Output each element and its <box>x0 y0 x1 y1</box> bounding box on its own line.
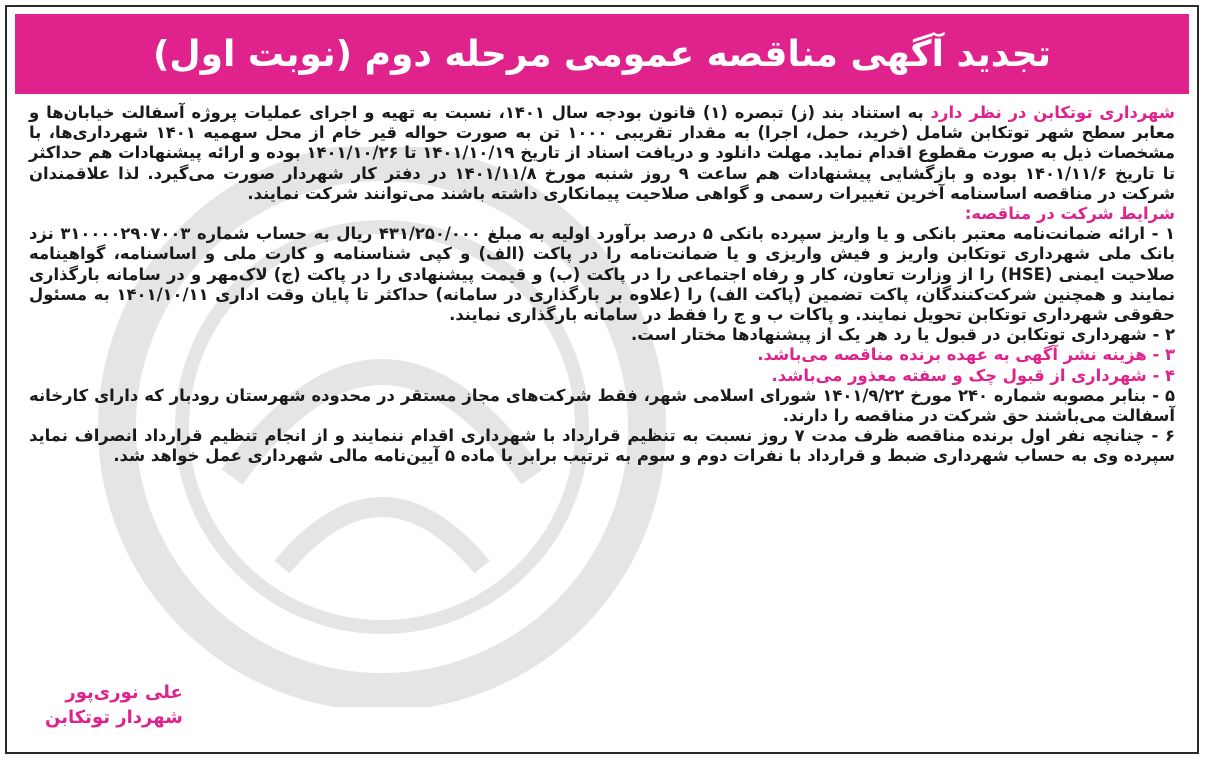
condition-item-4: ۴ - شهرداری از قبول چک و سفته معذور می‌باشد. <box>771 365 1175 385</box>
intro-paragraph <box>29 103 1175 204</box>
title-banner <box>15 14 1189 94</box>
notice-frame <box>5 5 1199 754</box>
intro-text: به استناد بند (ز) تبصره (۱) قانون بودجه سال ۱۴۰۱، نسبت به تهیه و اجرای عملیات پروژه آسفالت خیابان‌ها و معابر سطح شهر توتکابن شامل (خرید، حمل، اجرا) به مقدار تقریبی ۱۰۰۰ تن به صورت حواله قیر خام از محل سهمیه ۱۴۰۱ شهرداری‌ها، با مشخصات ذیل به صورت مقطوع اقدام نماید. مهلت دانلود و دریافت اسناد از تاریخ ۱۴۰۱/۱۰/۱۹ تا ۱۴۰۱/۱۰/۲۶ بوده و ارائه پیشنهادات هم حداکثر تا تاریخ ۱۴۰۱/۱۱/۶ بوده و بازگشایی پیشنهادات هم ساعت ۹ روز شنبه مورخ ۱۴۰۱/۱۱/۸ در دفتر کار شهردار صورت می‌گیرد. لذا علاقمندان شرکت در مناقصه اساسنامه آخرین تغییرات رسمی و گواهی صلاحیت پیمانکاری داشته باشند می‌توانند شرکت نمایند. <box>29 103 1176 203</box>
condition-item-2: ۲ - شهرداری توتکابن در قبول یا رد هر یک از پیشنهادها مختار است. <box>631 325 1175 345</box>
notice-title: تجدید آگهی مناقصه عمومی مرحله دوم (نوبت اول) <box>152 33 1052 75</box>
intro-lead: شهرداری توتکابن در نظر دارد <box>930 103 1175 122</box>
condition-item-1: ۱ - ارائه ضمانت‌نامه معتبر بانکی و یا واریز سپرده بانکی ۵ درصد برآورد اولیه به مبلغ ۴۳۱/۲۵۰/۰۰۰ ریال به حساب شماره ۳۱۰۰۰۰۲۹۰۷۰۰۳ نزد بانک ملی شهرداری توتکابن واریز و فیش واریزی و یا ضمانت‌نامه را در پاکت (الف) و کپی شناسنامه و کارت ملی و اساسنامه، گواهینامه صلاحیت ایمنی (HSE) را از وزارت تعاون، کار و رفاه اجتماعی را در پاکت (ب) و قیمت پیشنهادی را در پاکت (ج) لاک‌مهر و در سامانه بارگذاری نمایند و همچنین شرکت‌کنندگان، پاکت تضمین (پاکت الف) را (علاوه بر بارگذاری در سامانه) حداکثر تا پایان وقت اداری ۱۴۰۱/۱۰/۱۱ به مسئول حقوقی شهرداری توتکابن تحویل نمایند. و پاکات ب و ج را فقط در سامانه بارگذاری نمایند. <box>29 224 1176 325</box>
signature-role: شهردار توتکابن <box>45 707 183 728</box>
condition-item-3: ۳ - هزینه نشر آگهی به عهده برنده مناقصه می‌باشد. <box>757 345 1175 365</box>
signature-name: علی نوری‌پور <box>65 682 183 703</box>
notice-body <box>29 103 1175 744</box>
condition-item-6: ۶ - چنانچه نفر اول برنده مناقصه ظرف مدت ۷ روز نسبت به تنظیم قرارداد با شهرداری اقدام ننمایند و از انجام تنظیم قرارداد انصراف نماید سپرده وی به حساب شهرداری ضبط و قرارداد با نفرات دوم و سوم به ترتیب برابر با ماده ۵ آیین‌نامه مالی شهرداری عمل خواهد شد. <box>29 426 1175 466</box>
signature-block <box>45 680 183 730</box>
conditions-heading: شرایط شرکت در مناقصه: <box>964 204 1175 224</box>
condition-item-5: ۵ - بنابر مصوبه شماره ۲۴۰ مورخ ۱۴۰۱/۹/۲۲ شورای اسلامی شهر، فقط شرکت‌های مجاز مستقر در محدوده شهرستان رودبار که دارای کارخانه آسفالت می‌باشند حق شرکت در مناقصه را دارند. <box>29 385 1175 426</box>
